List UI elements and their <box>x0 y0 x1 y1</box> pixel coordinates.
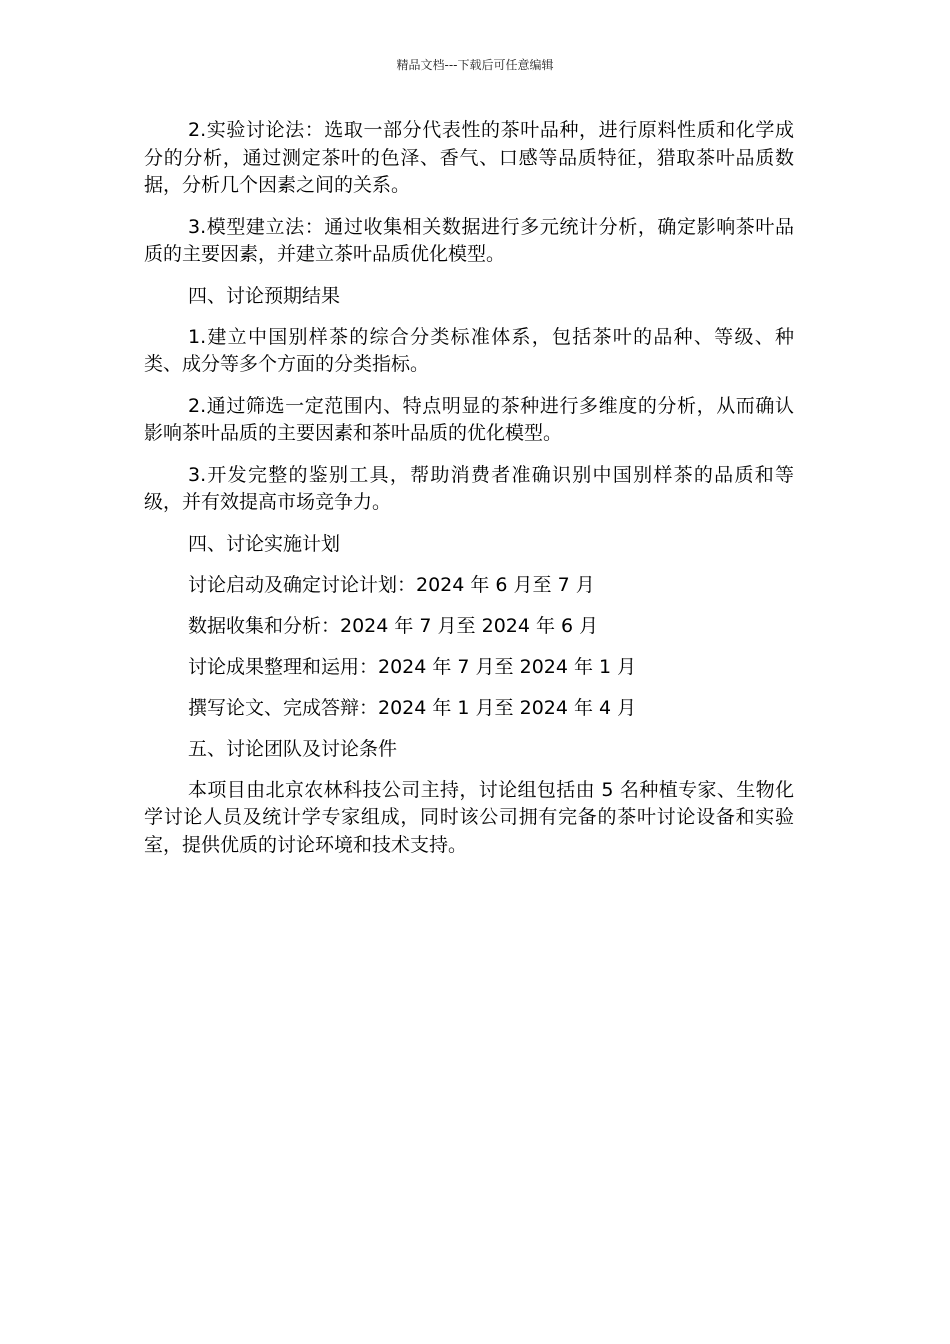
paragraph-team: 本项目由北京农林科技公司主持，讨论组包括由 5 名种植专家、生物化学讨论人员及统计学专家组成，同时该公司拥有完备的茶叶讨论设备和实验室，提供优质的讨论环境和技术支持。 <box>144 778 794 856</box>
paragraph-result-2: 2.通过筛选一定范围内、特点明显的茶种进行多维度的分析，从而确认影响茶叶品质的主要因素和茶叶品质的优化模型。 <box>144 394 794 444</box>
plan-item-3: 讨论成果整理和运用：2024 年 7 月至 2024 年 1 月 <box>188 655 637 678</box>
page-header: 精品文档---下载后可任意编辑 <box>396 58 554 72</box>
paragraph-method-experiment: 2.实验讨论法：选取一部分代表性的茶叶品种，进行原料性质和化学成分的分析，通过测定茶叶的色泽、香气、口感等品质特征，猎取茶叶品质数据，分析几个因素之间的关系。 <box>144 119 794 196</box>
paragraph-method-model: 3.模型建立法：通过收集相关数据进行多元统计分析，确定影响茶叶品质的主要因素，并建立茶叶品质优化模型。 <box>144 215 794 265</box>
section-heading-implementation-plan: 四、讨论实施计划 <box>188 532 341 555</box>
plan-item-1: 讨论启动及确定讨论计划：2024 年 6 月至 7 月 <box>188 573 595 596</box>
document-body <box>144 117 794 873</box>
paragraph-result-3: 3.开发完整的鉴别工具，帮助消费者准确识别中国别样茶的品质和等级，并有效提高市场竞争力。 <box>144 463 794 513</box>
plan-item-4: 撰写论文、完成答辩：2024 年 1 月至 2024 年 4 月 <box>188 696 637 719</box>
section-heading-expected-results: 四、讨论预期结果 <box>188 284 341 307</box>
plan-item-2: 数据收集和分析：2024 年 7 月至 2024 年 6 月 <box>188 614 599 637</box>
section-heading-team: 五、讨论团队及讨论条件 <box>188 737 398 760</box>
paragraph-result-1: 1.建立中国别样茶的综合分类标准体系，包括茶叶的品种、等级、种类、成分等多个方面的分类指标。 <box>144 325 794 375</box>
